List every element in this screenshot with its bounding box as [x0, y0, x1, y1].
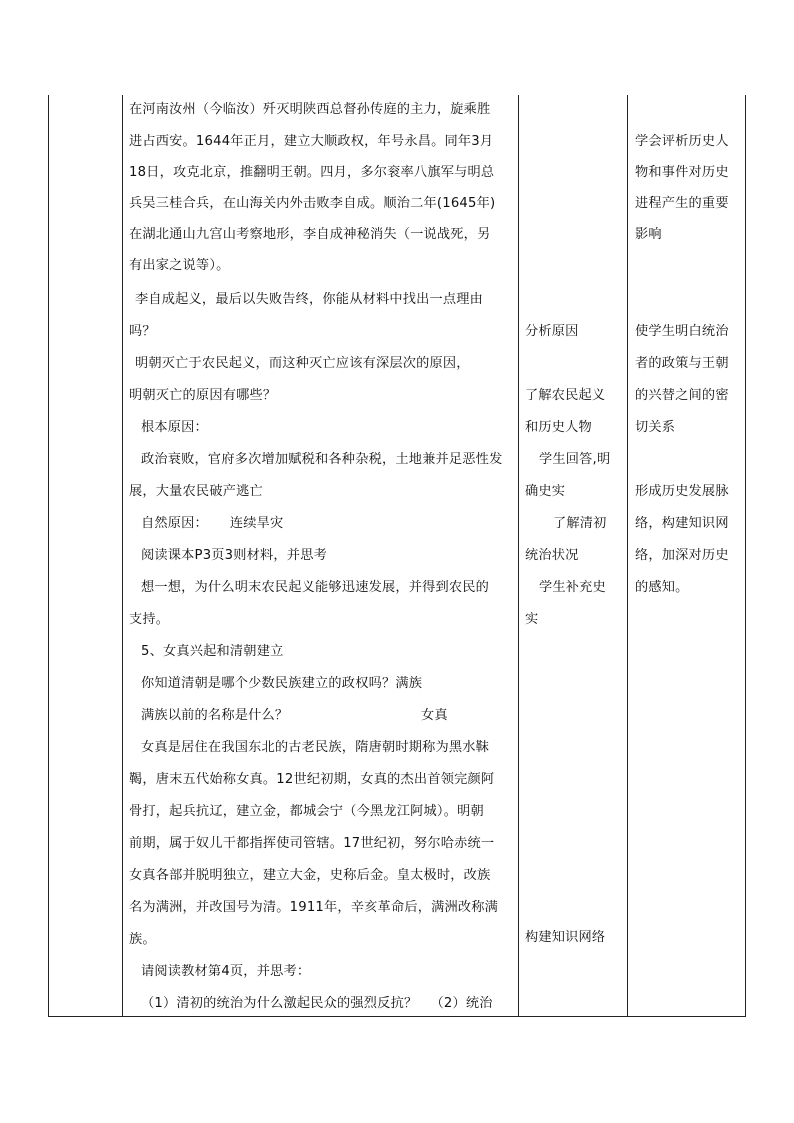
- content-line: 阅读课本P3页3则材料，并思考: [141, 548, 327, 563]
- content-line: 明朝灭亡的原因有哪些？: [129, 388, 277, 403]
- activity-line: 统治状况: [525, 548, 579, 563]
- activity-line: 和历史人物: [525, 420, 592, 435]
- intent-line: 物和事件对历史: [635, 165, 729, 180]
- content-line: 前期，属于奴儿干都指挥使司管辖。17世纪初，努尔哈赤统一: [129, 836, 495, 851]
- lesson-plan-table: [48, 95, 746, 1017]
- teaching-content-column: [129, 95, 517, 1016]
- intent-line: 的感知。: [635, 580, 689, 595]
- column-divider: [122, 95, 123, 1016]
- intent-line: 形成历史发展脉: [635, 484, 729, 499]
- content-line: 请阅读教材第4页，并思考：: [141, 964, 311, 979]
- intent-line: 使学生明白统治: [635, 324, 729, 339]
- intent-line: 学会评析历史人: [635, 134, 729, 149]
- content-line: 女真是居住在我国东北的古老民族，隋唐朝时期称为黑水靺: [141, 740, 490, 755]
- content-line: 鞨，唐末五代始称女真。12世纪初期，女真的杰出首领完颜阿: [129, 772, 495, 787]
- content-line: 根本原因：: [141, 420, 208, 435]
- design-intent-column: [635, 95, 745, 1016]
- content-line: 进占西安。1644年正月，建立大顺政权，年号永昌。同年3月: [129, 134, 494, 149]
- content-line: 政治衰败，官府多次增加赋税和各种杂税，土地兼并足恶性发: [141, 452, 503, 467]
- content-line: 想一想，为什么明末农民起义能够迅速发展，并得到农民的: [141, 580, 490, 595]
- content-line: 在河南汝州（今临汝）歼灭明陕西总督孙传庭的主力，旋乘胜: [129, 102, 491, 117]
- content-line: 展，大量农民破产逃亡: [129, 484, 263, 499]
- content-line: 在湖北通山九宫山考察地形，李自成神秘消失（一说战死，另: [129, 227, 491, 242]
- content-line: （1）清初的统治为什么激起民众的强烈反抗？ （2）统治: [141, 996, 493, 1011]
- student-activity-column: [525, 95, 625, 1016]
- activity-line: 实: [525, 612, 539, 627]
- activity-line: 学生回答,明: [539, 452, 611, 467]
- content-line: 自然原因： 连续旱灾: [141, 516, 284, 531]
- activity-line: 学生补充史: [539, 580, 606, 595]
- intent-line: 者的政策与王朝: [635, 356, 729, 371]
- content-line: 吗？: [129, 324, 156, 339]
- column-divider: [518, 95, 519, 1016]
- content-line: 有出家之说等）。: [129, 258, 230, 273]
- activity-line: 构建知识网络: [525, 930, 606, 945]
- intent-line: 的兴替之间的密: [635, 388, 729, 403]
- intent-line: 影响: [635, 227, 662, 242]
- section-heading: 5、女真兴起和清朝建立: [141, 644, 284, 659]
- content-line: 满族以前的名称是什么？: [141, 708, 289, 723]
- intent-line: 络，构建知识网: [635, 516, 729, 531]
- column-divider: [627, 95, 628, 1016]
- content-line: 你知道清朝是哪个少数民族建立的政权吗？满族: [141, 676, 423, 691]
- intent-line: 进程产生的重要: [635, 196, 729, 211]
- content-line: 骨打，起兵抗辽，建立金，都城会宁（今黑龙江阿城）。明朝: [129, 804, 484, 819]
- content-line: 李自成起义，最后以失败告终，你能从材料中找出一点理由: [135, 292, 484, 307]
- content-line: 18日，攻克北京，推翻明王朝。四月，多尔衮率八旗军与明总: [129, 165, 495, 180]
- content-line: 女真各部并脱明独立，建立大金，史称后金。皇太极时，改族: [129, 868, 491, 883]
- activity-line: 了解清初: [553, 516, 607, 531]
- intent-line: 络，加深对历史: [635, 548, 729, 563]
- content-line: 兵吴三桂合兵，在山海关内外击败李自成。顺治二年(1645年): [129, 196, 496, 211]
- content-line: 族。: [129, 932, 156, 947]
- content-answer: 女真: [421, 708, 448, 723]
- content-line: 支持。: [129, 612, 170, 627]
- intent-line: 切关系: [635, 420, 676, 435]
- activity-line: 确史实: [525, 484, 566, 499]
- content-line: 明朝灭亡于农民起义，而这种灭亡应该有深层次的原因，: [135, 356, 470, 371]
- activity-line: 了解农民起义: [525, 388, 606, 403]
- content-line: 名为满洲，并改国号为清。1911年，辛亥革命后，满洲改称满: [129, 900, 499, 915]
- activity-line: 分析原因: [525, 324, 579, 339]
